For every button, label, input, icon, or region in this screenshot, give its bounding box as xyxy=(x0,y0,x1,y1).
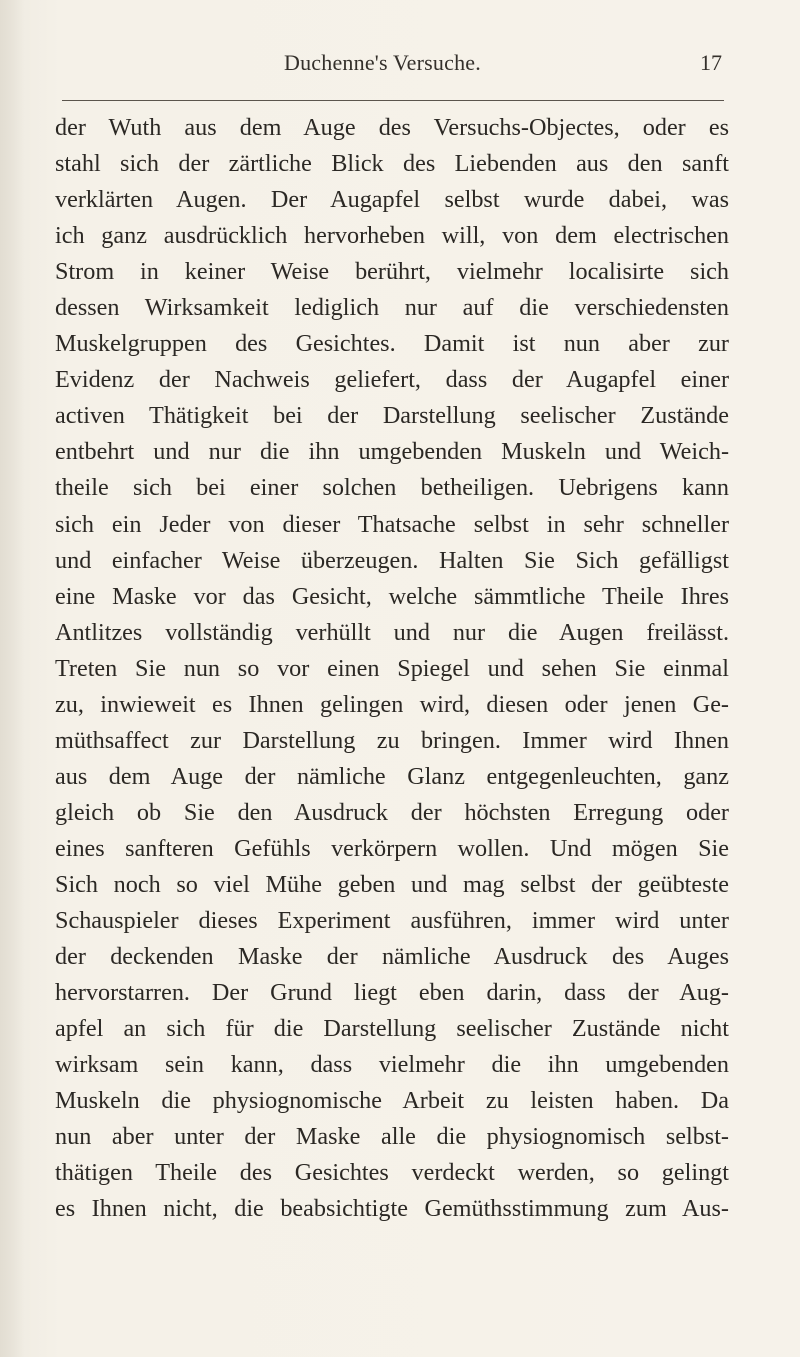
body-text xyxy=(55,110,729,1227)
text-line: der Wuth aus dem Auge des Versuchs-Objectes, oder es xyxy=(55,114,729,141)
running-head: Duchenne's Versuche. xyxy=(284,50,481,75)
text-line: nun aber unter der Maske alle die physiognomisch selbst- xyxy=(55,1123,729,1151)
text-line: wirksam sein kann, dass vielmehr die ihn umgebenden xyxy=(55,1051,729,1079)
header-rule xyxy=(62,100,724,101)
page-header xyxy=(0,48,800,88)
text-line: activen Thätigkeit bei der Darstellung seelischer Zustände xyxy=(55,402,729,430)
text-line: es Ihnen nicht, die beabsichtigte Gemüthsstimmung zum Aus- xyxy=(55,1195,729,1223)
page-number: 17 xyxy=(700,50,722,75)
text-line: eine Maske vor das Gesicht, welche sämmtliche Theile Ihres xyxy=(55,582,729,610)
text-line: und einfacher Weise überzeugen. Halten Sie Sich gefälligst xyxy=(55,546,729,574)
text-line: dessen Wirksamkeit lediglich nur auf die verschiedensten xyxy=(55,294,729,322)
text-line: stahl sich der zärtliche Blick des Liebenden aus den sanft xyxy=(55,150,729,178)
text-line: müthsaffect zur Darstellung zu bringen. Immer wird Ihnen xyxy=(55,726,729,754)
text-line: Evidenz der Nachweis geliefert, dass der Augapfel einer xyxy=(55,366,729,394)
text-line: entbehrt und nur die ihn umgebenden Muskeln und Weich- xyxy=(55,438,729,466)
text-line: Strom in keiner Weise berührt, vielmehr localisirte sich xyxy=(55,258,729,286)
text-line: thätigen Theile des Gesichtes verdeckt werden, so gelingt xyxy=(55,1159,729,1187)
page-gutter-shadow xyxy=(0,0,24,1357)
text-line: aus dem Auge der nämliche Glanz entgegenleuchten, ganz xyxy=(55,762,729,790)
text-line: Muskelgruppen des Gesichtes. Damit ist nun aber zur xyxy=(55,330,729,358)
text-line: theile sich bei einer solchen betheiligen. Uebrigens kann xyxy=(55,474,729,502)
text-line: sich ein Jeder von dieser Thatsache selbst in sehr schneller xyxy=(55,510,729,538)
text-line: der deckenden Maske der nämliche Ausdruck des Auges xyxy=(55,943,729,971)
text-line: ich ganz ausdrücklich hervorheben will, von dem electrischen xyxy=(55,222,729,250)
text-line: Muskeln die physiognomische Arbeit zu leisten haben. Da xyxy=(55,1087,729,1115)
text-line: Antlitzes vollständig verhüllt und nur die Augen freilässt. xyxy=(55,618,729,646)
text-line: gleich ob Sie den Ausdruck der höchsten Erregung oder xyxy=(55,798,729,826)
text-line: Schauspieler dieses Experiment ausführen, immer wird unter xyxy=(55,907,729,935)
text-line: hervorstarren. Der Grund liegt eben darin, dass der Aug- xyxy=(55,979,729,1007)
text-line: Treten Sie nun so vor einen Spiegel und sehen Sie einmal xyxy=(55,654,729,682)
text-line: zu, inwieweit es Ihnen gelingen wird, diesen oder jenen Ge- xyxy=(55,690,729,718)
text-line: eines sanfteren Gefühls verkörpern wollen. Und mögen Sie xyxy=(55,834,729,862)
text-line: apfel an sich für die Darstellung seelischer Zustände nicht xyxy=(55,1015,729,1043)
text-line: verklärten Augen. Der Augapfel selbst wurde dabei, was xyxy=(55,186,729,214)
text-line: Sich noch so viel Mühe geben und mag selbst der geübteste xyxy=(55,870,729,898)
